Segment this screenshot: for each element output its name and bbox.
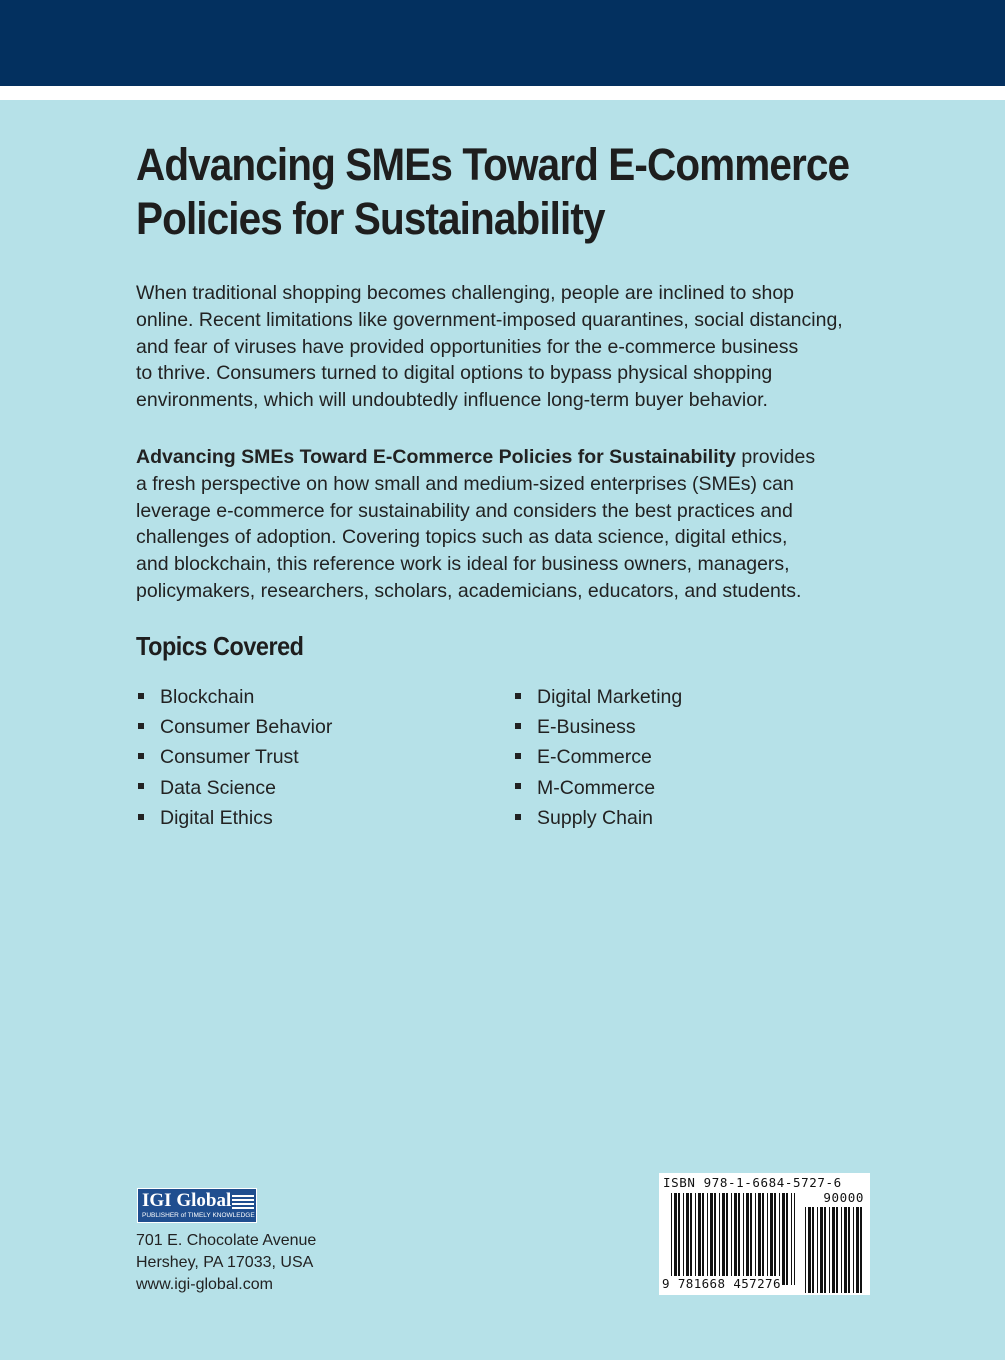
topic-item [513, 713, 682, 743]
overview-first-line-rest: provides [735, 446, 816, 468]
isbn-barcode [659, 1173, 870, 1295]
logo-tagline: PUBLISHER of TIMELY KNOWLEDGE [142, 1212, 255, 1219]
topic-label: Supply Chain [537, 806, 653, 829]
overview-bold-title: Advancing SMEs Toward E-Commerce Policies for Sustainability [136, 446, 736, 468]
topic-item [513, 683, 682, 713]
book-title-line-2: Policies for Sustainability [136, 193, 605, 244]
bullet-square-icon [515, 723, 521, 729]
topic-label: Data Science [160, 776, 276, 799]
description-line: When traditional shopping becomes challenging, people are inclined to shop [136, 282, 795, 304]
topic-label: E-Business [537, 716, 636, 739]
topic-label: Digital Marketing [537, 686, 683, 708]
topics-list-left [136, 683, 332, 834]
barcode-price-code: 90000 [823, 1190, 864, 1205]
barcode-digits: 9 781668 457276 [662, 1276, 781, 1291]
description-paragraph [136, 280, 896, 414]
top-band [0, 0, 1005, 86]
overview-line: challenges of adoption. Covering topics such as data science, digital ethics, [136, 526, 788, 549]
logo-stripes-icon [232, 1195, 254, 1209]
overview-first-line [136, 444, 896, 471]
topic-label: Consumer Trust [160, 746, 299, 769]
bullet-square-icon [515, 693, 521, 699]
overview-line: a fresh perspective on how small and medium-sized enterprises (SMEs) can [136, 472, 794, 495]
bullet-square-icon [138, 814, 144, 820]
topic-item [136, 804, 332, 834]
topic-item [136, 683, 332, 713]
publisher-address [136, 1230, 316, 1296]
bullet-square-icon [138, 783, 144, 789]
topic-item [513, 804, 682, 834]
topic-item [513, 743, 682, 773]
bullet-square-icon [515, 814, 521, 820]
bullet-square-icon [515, 783, 521, 789]
description-line: to thrive. Consumers turned to digital options to bypass physical shopping [136, 362, 773, 385]
topic-item [136, 743, 332, 773]
topic-item [513, 774, 682, 804]
bullet-square-icon [515, 753, 521, 759]
overview-line: leverage e-commerce for sustainability and considers the best practices and [136, 499, 793, 522]
topic-label: Blockchain [160, 686, 255, 708]
description-line: online. Recent limitations like government-imposed quarantines, social distancing, [136, 308, 843, 331]
bullet-square-icon [138, 753, 144, 759]
topic-item [136, 774, 332, 804]
overview-paragraph [136, 444, 896, 605]
white-rule [0, 86, 1005, 100]
overview-line: and blockchain, this reference work is ideal for business owners, managers, [136, 553, 790, 576]
topic-item [136, 713, 332, 743]
description-line: environments, which will undoubtedly influence long-term buyer behavior. [136, 389, 768, 412]
address-city: Hershey, PA 17033, USA [136, 1254, 314, 1271]
topic-label: E-Commerce [537, 746, 652, 769]
topics-list-right [513, 683, 682, 834]
igi-global-logo [137, 1188, 257, 1223]
topics-heading: Topics Covered [136, 631, 304, 661]
description-line: and fear of viruses have provided opportunities for the e-commerce business [136, 335, 799, 358]
bullet-square-icon [138, 693, 144, 699]
book-title-line-1: Advancing SMEs Toward E-Commerce [136, 139, 850, 190]
logo-name: IGI Global [142, 1190, 232, 1211]
topic-label: M-Commerce [537, 776, 656, 799]
book-title [136, 138, 892, 246]
topic-label: Digital Ethics [160, 806, 273, 829]
topic-label: Consumer Behavior [160, 716, 333, 739]
isbn-label: ISBN 978-1-6684-5727-6 [663, 1175, 842, 1190]
address-street: 701 E. Chocolate Avenue [136, 1232, 317, 1249]
bullet-square-icon [138, 723, 144, 729]
publisher-website: www.igi-global.com [136, 1276, 273, 1293]
overview-line: policymakers, researchers, scholars, academicians, educators, and students. [136, 579, 802, 602]
